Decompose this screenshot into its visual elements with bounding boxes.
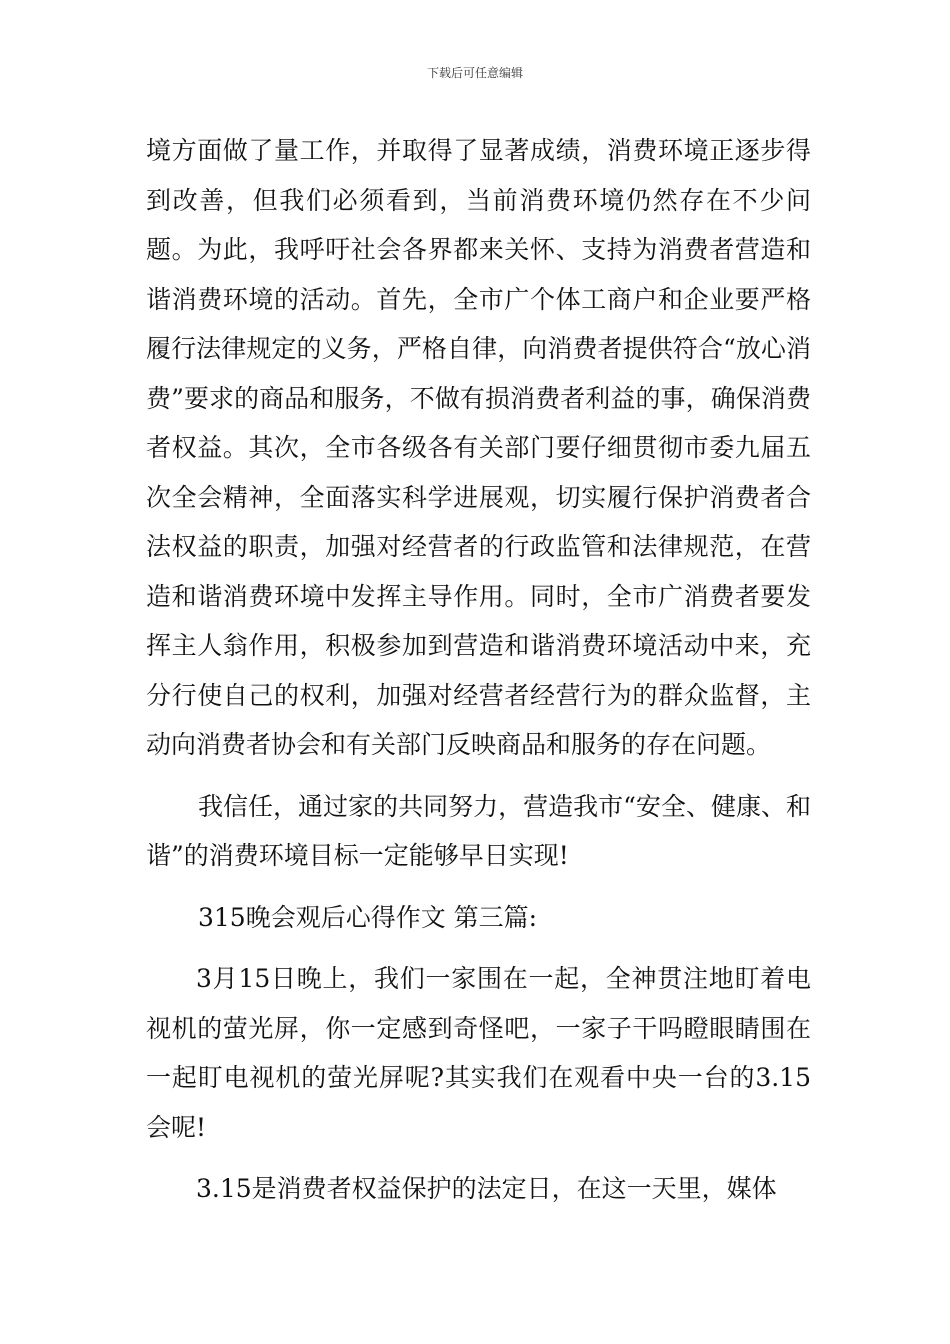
paragraph-consumer-rights-day: 3.15是消费者权益保护的法定日，在这一天里，媒体 xyxy=(196,1174,777,1203)
paragraph-march-15-evening: 3月15日晚上，我们一家围在一起，全神贯注地盯着电视机的萤光屏，你一定感到奇怪吧，一家子干吗瞪眼睛围在一起盯电视机的萤光屏呢?其实我们在观看中央一台的3.15会呢! xyxy=(146,964,811,1142)
document-body xyxy=(146,126,811,1214)
section-heading-third-article: 315晚会观后心得作文 第三篇: xyxy=(198,902,538,932)
paragraph-consumer-environment: 境方面做了量工作，并取得了显著成绩，消费环境正逐步得到改善，但我们必须看到，当前消费环境仍然存在不少问题。为此，我呼吁社会各界都来关怀、支持为消费者营造和谐消费环境的活动。首先，全市广个体工商户和企业要严格履行法律规定的义务，严格自律，向消费者提供符合“放心消费”要求的商品和服务，不做有损消费者利益的事，确保消费者权益。其次，全市各级各有关部门要仔细贯彻市委九届五次全会精神，全面落实科学进展观，切实履行保护消费者合法权益的职责，加强对经营者的行政监管和法律规范，在营造和谐消费环境中发挥主导作用。同时，全市广消费者要发挥主人翁作用，积极参加到营造和谐消费环境活动中来，充分行使自己的权利，加强对经营者经营行为的群众监督，主动向消费者协会和有关部门反映商品和服务的存在问题。 xyxy=(146,136,811,759)
page-header-note: 下载后可任意编辑 xyxy=(426,66,523,80)
paragraph-confidence: 我信任，通过家的共同努力，营造我市“安全、健康、和谐”的消费环境目标一定能够早日实现! xyxy=(146,791,811,870)
